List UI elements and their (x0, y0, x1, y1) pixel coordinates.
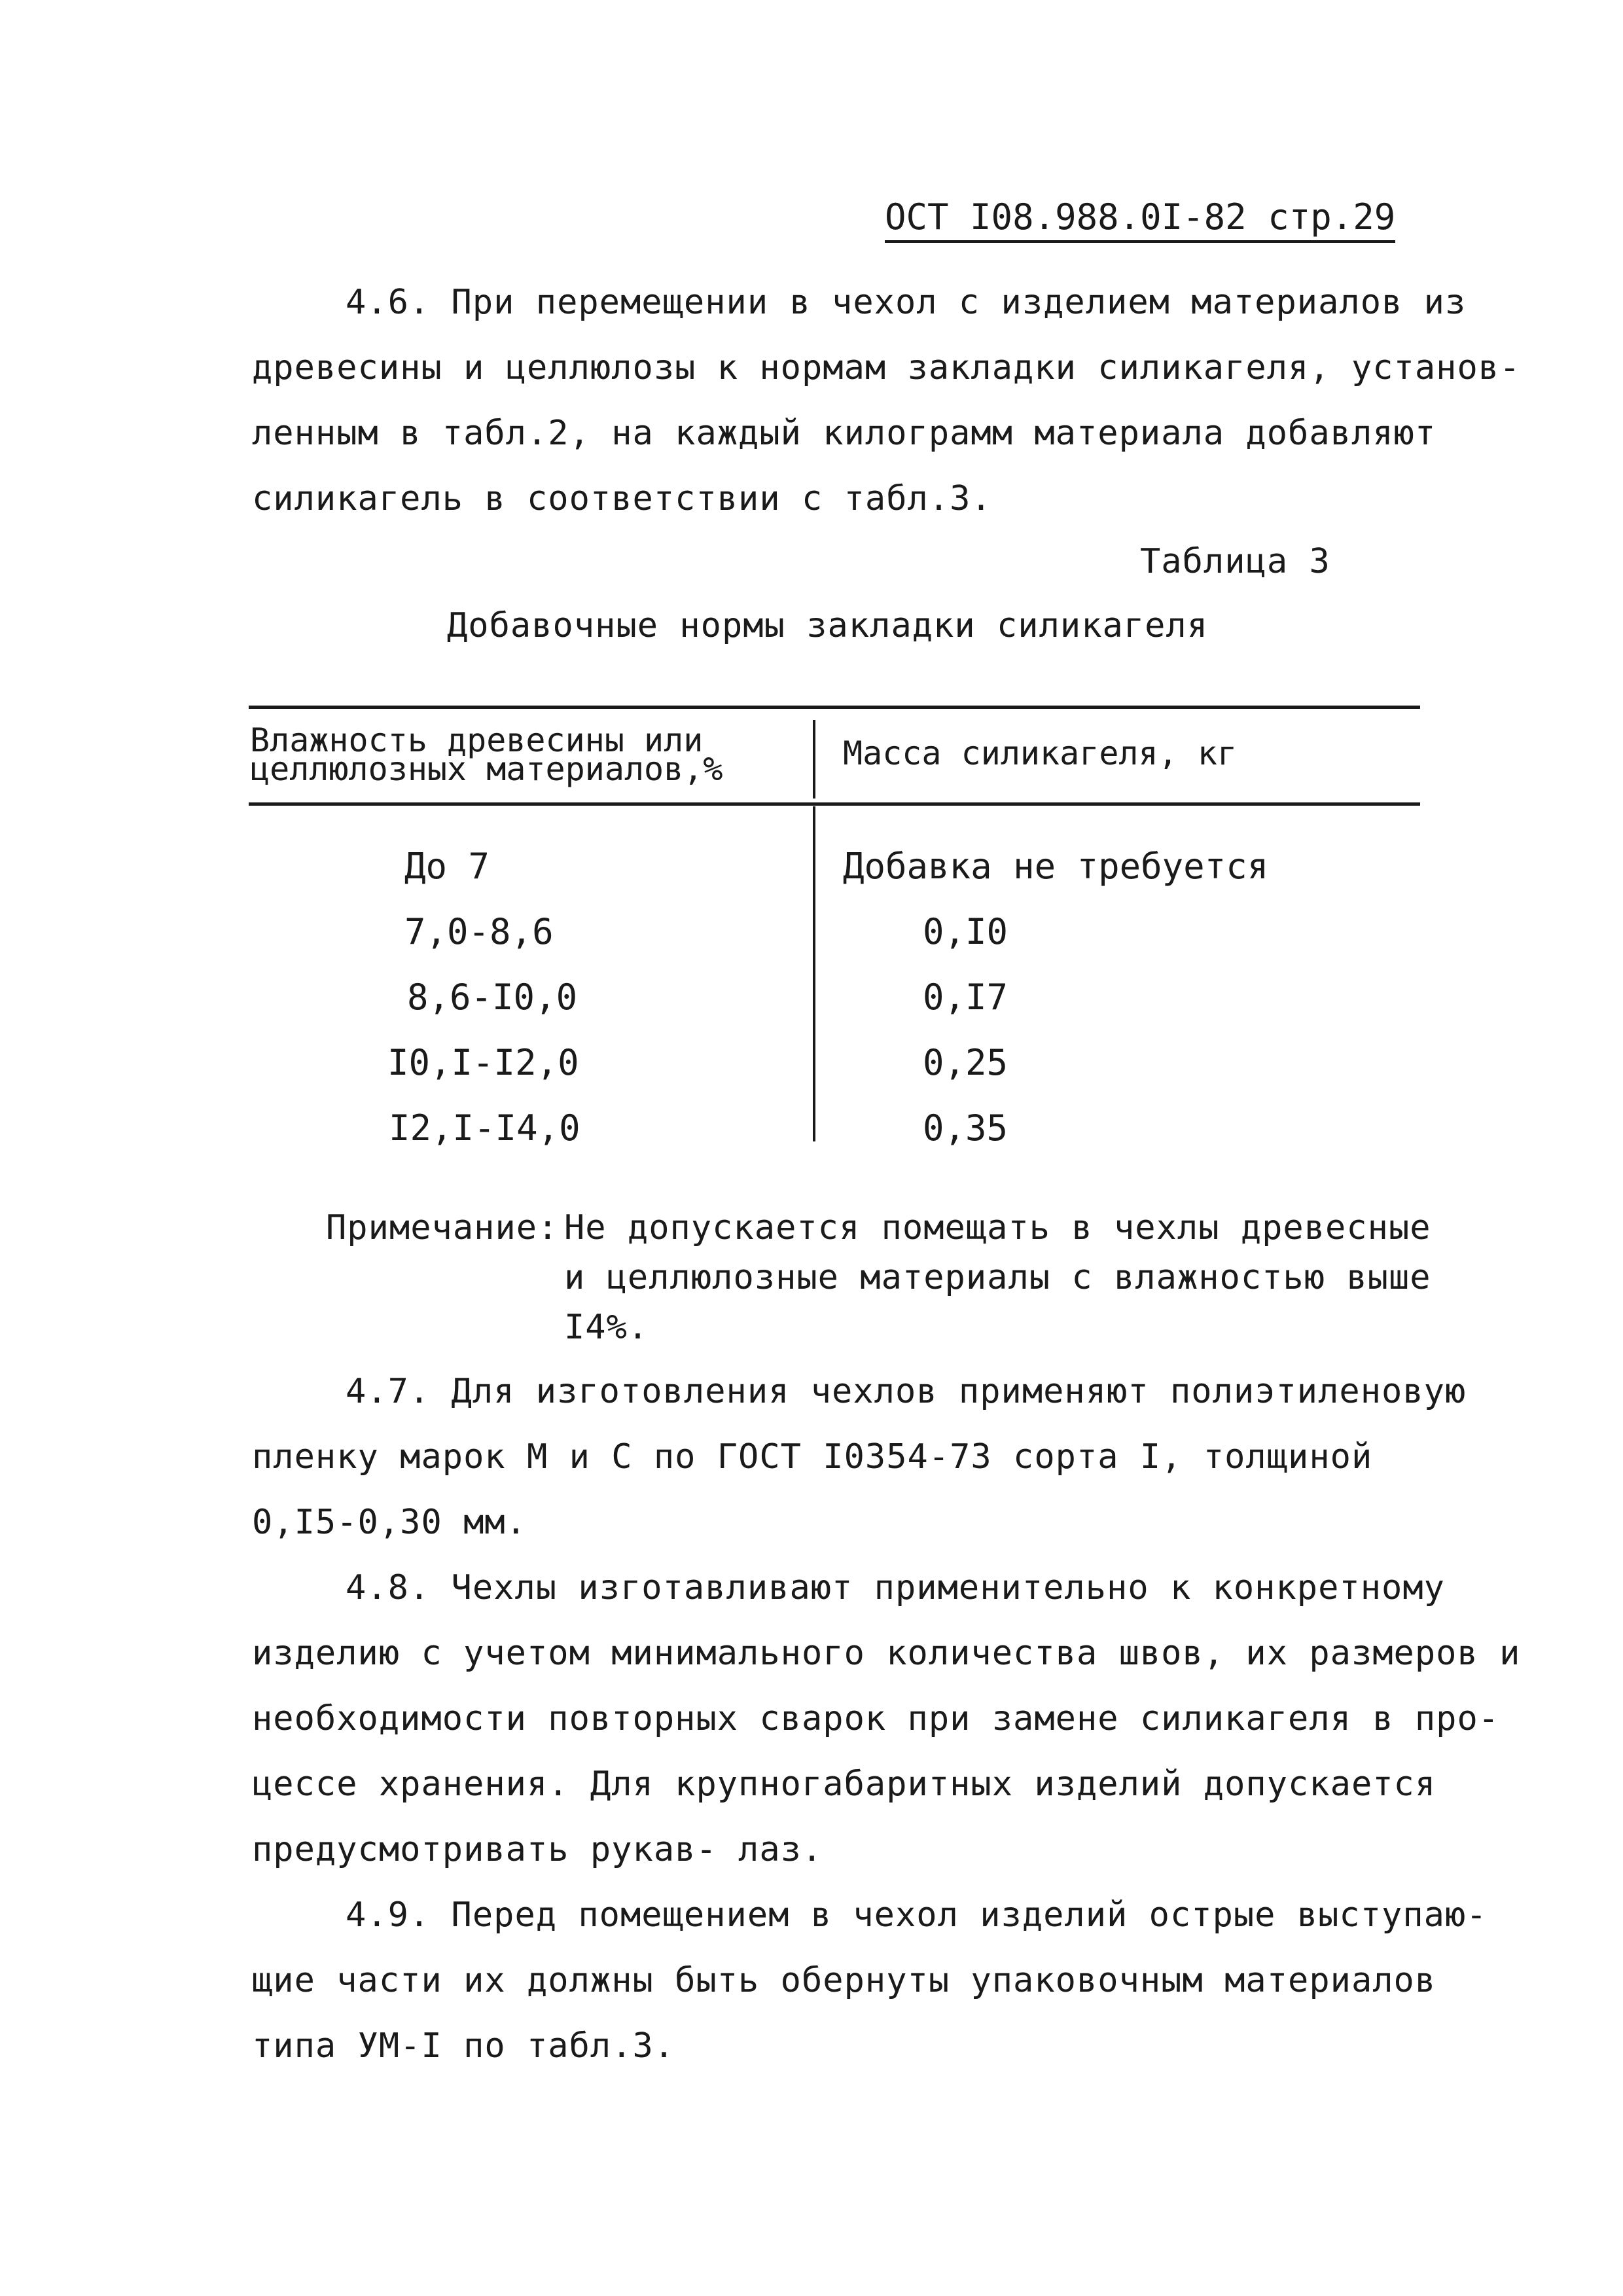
table-row-1-moisture: До 7 (404, 846, 490, 887)
table-row-3-moisture: 8,6-I0,0 (407, 977, 578, 1018)
table-header-rule (249, 802, 1420, 806)
document-reference: ОСТ I08.988.0I-82 стр.29 (885, 196, 1395, 243)
table-header-divider (813, 720, 815, 798)
para-4-8-line-3: необходимости повторных сварок при замене силикагеля в про- (252, 1699, 1500, 1738)
para-4-8-line-4: цессе хранения. Для крупногабаритных изделий допускается (252, 1765, 1436, 1804)
note-line-1: Не допускается помещать в чехлы древесные (564, 1208, 1431, 1247)
para-4-8-line-2: изделию с учетом минимального количества швов, их размеров и (252, 1634, 1521, 1673)
table-row-3-mass: 0,I7 (923, 977, 1008, 1018)
para-4-6-line-2: древесины и целлюлозы к нормам закладки силикагеля, установ- (252, 348, 1521, 387)
para-4-7-line-1: 4.7. Для изготовления чехлов применяют полиэтиленовую (346, 1372, 1467, 1411)
table-col1-header-line-2: целлюлозных материалов,% (250, 750, 723, 788)
note-line-2: и целлюлозные материалы с влажностью выше (564, 1258, 1431, 1297)
table-row-4-mass: 0,25 (923, 1042, 1008, 1083)
para-4-8-line-5: предусмотривать рукав- лаз. (252, 1830, 823, 1869)
para-4-6-line-4: силикагель в соответствии с табл.3. (252, 479, 992, 518)
table-label: Таблица 3 (1140, 542, 1330, 581)
table-row-2-mass: 0,I0 (923, 911, 1008, 952)
table-caption: Добавочные нормы закладки силикагеля (447, 606, 1209, 645)
para-4-9-line-3: типа УМ-I по табл.3. (252, 2026, 675, 2066)
table-col2-header: Масса силикагеля, кг (843, 734, 1238, 772)
table-row-4-moisture: I0,I-I2,0 (387, 1042, 579, 1083)
para-4-6-line-3: ленным в табл.2, на каждый килограмм материала добавляют (252, 414, 1436, 453)
table-body-divider (813, 806, 815, 1141)
table-row-1-mass: Добавка не требуется (843, 846, 1269, 887)
note-label: Примечание: (326, 1208, 559, 1247)
table-row-5-mass: 0,35 (923, 1107, 1008, 1149)
para-4-8-line-1: 4.8. Чехлы изготавливают применительно к конкретному (346, 1568, 1445, 1607)
table-row-5-moisture: I2,I-I4,0 (389, 1107, 580, 1149)
table-row-2-moisture: 7,0-8,6 (404, 911, 554, 952)
para-4-6-line-1: 4.6. При перемещении в чехол с изделием материалов из (346, 283, 1467, 322)
table-col1-header-line-1: Влажность древесины или (250, 721, 704, 759)
para-4-9-line-2: щие части их должны быть обернуты упаковочным материалов (252, 1961, 1436, 2000)
para-4-7-line-3: 0,I5-0,30 мм. (252, 1503, 527, 1542)
para-4-9-line-1: 4.9. Перед помещением в чехол изделий острые выступаю- (346, 1895, 1488, 1935)
note-line-3: I4%. (564, 1308, 649, 1347)
table-top-rule (249, 706, 1420, 709)
para-4-7-line-2: пленку марок М и С по ГОСТ I0354-73 сорта I, толщиной (252, 1437, 1373, 1477)
